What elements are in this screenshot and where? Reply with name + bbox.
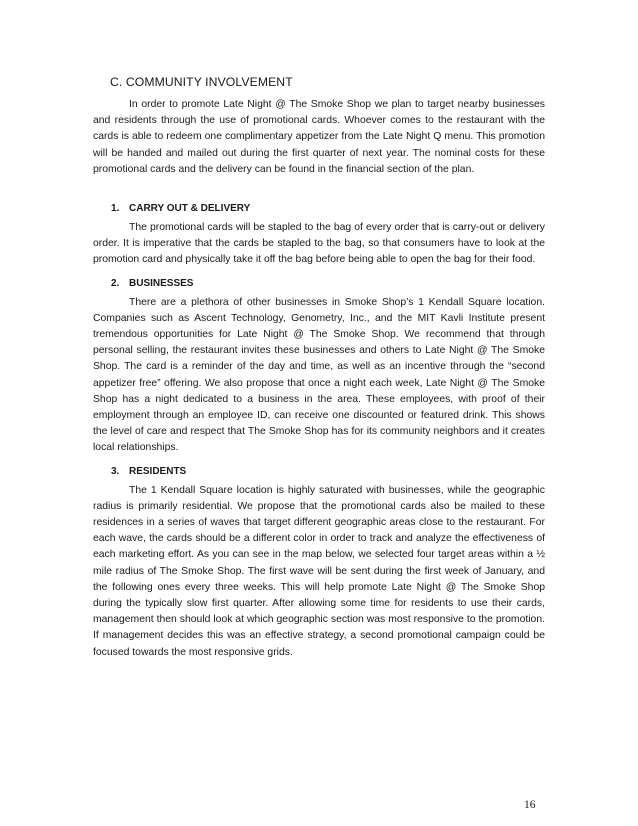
residents-paragraph: The 1 Kendall Square location is highly saturated with businesses, while the geographic radius is primarily residential. We propose that the promotional cards also be mailed to these residences in a series of waves that target different geographic areas close to the restaurant. For each wave, the cards should be a different color in order to track and analyze the effectiveness of each marketing effort. As you can see in the map below, we selected four target areas within a ½ mile radius of The Smoke Shop. The first wave will be sent during the first week of January, and the following ones every three weeks. This will help promote Late Night @ The Smoke Shop during the typically slow first quarter. After allowing some time for residents to use their cards, management then should look at which geographic section was most responsive to the promotion. If management decides this was an effective strategy, a second promotional campaign could be focused towards the most responsive grids. xyxy=(93,484,545,658)
subsection-title: BUSINESSES xyxy=(129,277,194,289)
businesses-paragraph: There are a plethora of other businesses in Smoke Shop’s 1 Kendall Square location. Companies such as Ascent Technology, Genometry, Inc., and the MIT Kavli Institute present tremendous opportunities for Late Night @ The Smoke Shop. We recommend that through personal selling, the restaurant invites these businesses and others to Late Night @ The Smoke Shop. The card is a reminder of the day and time, as well as an incentive through the “second appetizer free” offering. We also propose that once a night each week, Late Night @ The Smoke Shop has a night dedicated to a business in the area. These employees, with proof of their employment through an employee ID, can receive one discounted or featured drink. This shows the level of care and respect that The Smoke Shop has for its community neighbors and it creates local relationships. xyxy=(93,296,545,454)
page-number: 16 xyxy=(524,799,536,811)
subsection-heading-businesses xyxy=(111,276,545,292)
subsection-title: RESIDENTS xyxy=(129,465,187,477)
intro-paragraph: In order to promote Late Night @ The Smoke Shop we plan to target nearby businesses and residents through the use of promotional cards. Whoever comes to the restaurant with the cards is able to redeem one complimentary appetizer from the Late Night Q menu. This promotion will be handed and mailed out during the first quarter of next year. The nominal costs for these promotional cards and the delivery can be found in the financial section of the plan. xyxy=(93,99,545,175)
subsection-heading-carry-out xyxy=(111,201,545,217)
subsection-title: CARRY OUT & DELIVERY xyxy=(129,203,251,215)
subsection-heading-residents xyxy=(111,464,545,480)
page-content xyxy=(93,74,545,668)
subsection-number: 3. xyxy=(111,465,120,477)
subsection-number: 2. xyxy=(111,277,120,289)
subsection-number: 1. xyxy=(111,203,120,215)
carry-out-paragraph: The promotional cards will be stapled to the bag of every order that is carry-out or delivery order. It is imperative that the cards be stapled to the bag, so that consumers have to look at the promotion card and physically take it off the bag before being able to open the bag for their food. xyxy=(93,222,545,266)
section-heading: C. COMMUNITY INVOLVEMENT xyxy=(110,75,293,89)
